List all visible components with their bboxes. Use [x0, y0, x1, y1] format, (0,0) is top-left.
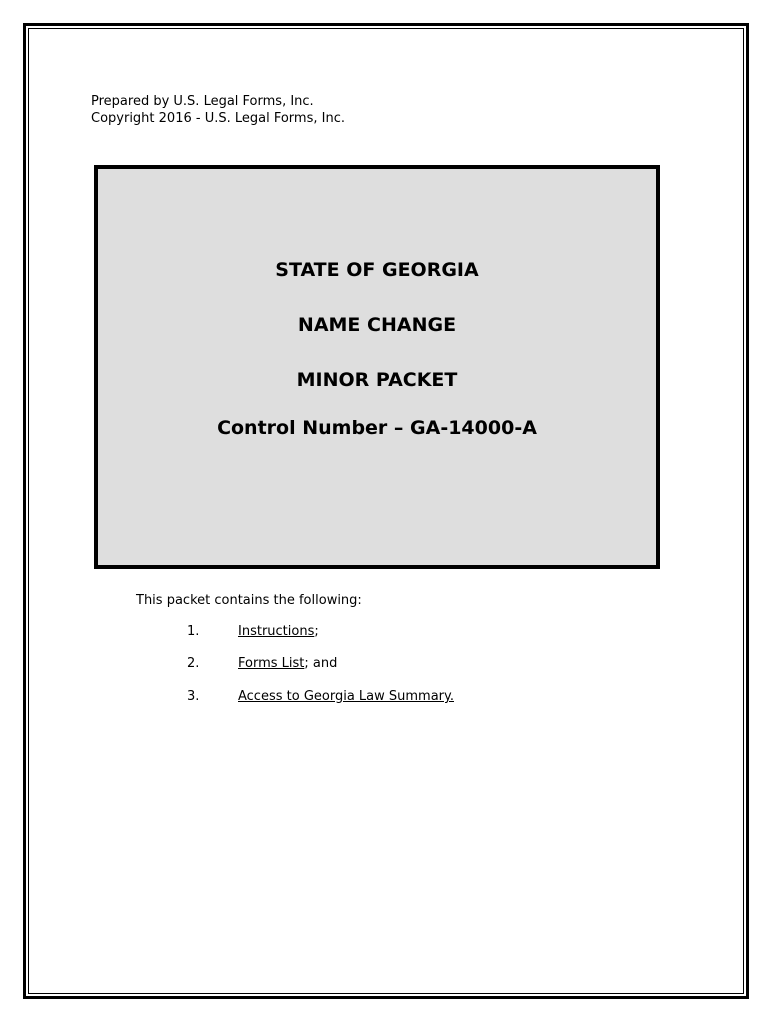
preparer-notice [91, 93, 345, 127]
title-box [94, 165, 660, 569]
copyright-text: Copyright 2016 - U.S. Legal Forms, Inc. [91, 111, 345, 126]
contents-intro: This packet contains the following: [136, 593, 362, 608]
law-summary-link[interactable]: Access to Georgia Law Summary. [238, 689, 454, 704]
subject-title: NAME CHANGE [297, 314, 457, 336]
list-item-suffix: ; [314, 624, 319, 639]
control-number: Control Number – GA-14000-A [217, 417, 537, 439]
instructions-link[interactable]: Instructions [238, 624, 315, 639]
packet-title: MINOR PACKET [296, 369, 458, 391]
list-item [187, 689, 454, 704]
list-item-number: 1. [187, 624, 200, 639]
list-item [187, 656, 337, 671]
list-item-suffix: ; and [304, 656, 338, 671]
state-title: STATE OF GEORGIA [275, 259, 479, 281]
list-item-number: 2. [187, 656, 200, 671]
forms-list-link[interactable]: Forms List [238, 656, 305, 671]
list-item-number: 3. [187, 689, 200, 704]
prepared-by-text: Prepared by U.S. Legal Forms, Inc. [91, 94, 314, 109]
list-item [187, 624, 319, 639]
